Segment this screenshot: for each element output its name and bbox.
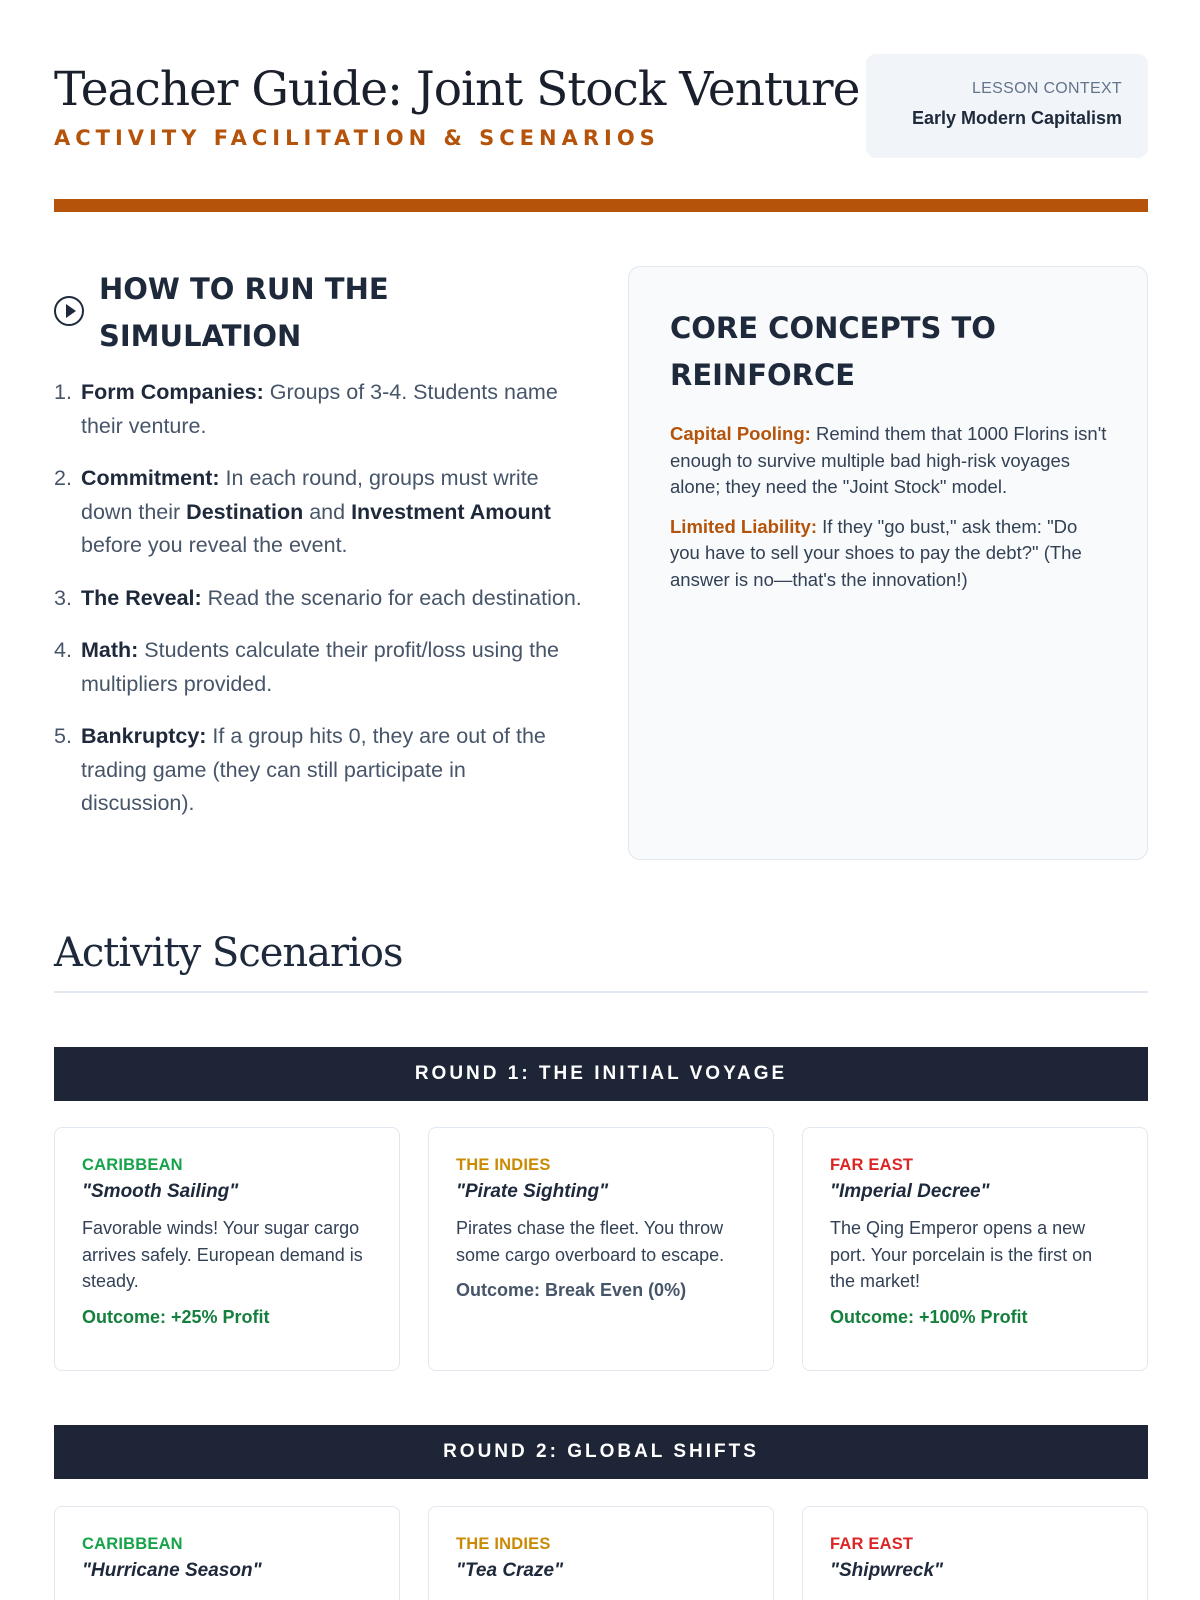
card-destination: THE INDIES [456, 1156, 551, 1174]
step-number: 3. [54, 585, 72, 610]
step-emphasis: Destination [186, 499, 304, 524]
step-term: Form Companies: [81, 380, 264, 404]
step-text: If a group hits 0, they are out of the trading game (they can still participate in discussion). [81, 724, 546, 815]
card-destination: FAR EAST [830, 1156, 914, 1174]
simulation-steps-list [54, 376, 584, 840]
step-number: 1. [54, 380, 72, 404]
core-concept-item [670, 421, 1109, 501]
card-event-name: "Hurricane Season" [82, 1560, 262, 1581]
core-concepts-box [628, 266, 1148, 860]
concept-text: If they "go bust," ask them: "Do you have to sell your shoes to pay the debt?" (The answer is no—that's the innovation!) [670, 515, 1082, 590]
concept-term: Capital Pooling: [670, 423, 811, 444]
lesson-context-value: Early Modern Capitalism [911, 108, 1122, 128]
step-number: 5. [54, 724, 72, 748]
card-description: Pirates chase the fleet. You throw some cargo overboard to escape. [456, 1218, 725, 1265]
teacher-guide-page [54, 0, 1148, 1600]
lesson-context-box [866, 54, 1148, 158]
card-event-name: "Pirate Sighting" [456, 1181, 609, 1202]
header-accent-rule [54, 199, 1148, 212]
card-event-name: "Tea Craze" [456, 1560, 564, 1581]
play-circle-icon [54, 296, 84, 326]
concept-term: Limited Liability: [670, 515, 817, 537]
page-header [54, 54, 1148, 158]
card-description: Favorable winds! Your sugar cargo arrives safely. European demand is steady. [82, 1218, 363, 1291]
card-destination: CARIBBEAN [82, 1156, 183, 1174]
page-title: Teacher Guide: Joint Stock Venture [54, 62, 860, 117]
scenario-card-indies [428, 1506, 774, 1600]
card-event-name: "Imperial Decree" [830, 1181, 990, 1202]
list-item [54, 634, 584, 701]
step-number: 4. [54, 638, 72, 662]
step-term: Bankruptcy: [81, 724, 207, 748]
round-1-header: ROUND 1: THE INITIAL VOYAGE [54, 1047, 1148, 1101]
card-destination: THE INDIES [456, 1535, 551, 1553]
card-event-name: "Smooth Sailing" [82, 1181, 239, 1202]
section-divider [54, 991, 1148, 993]
concept-text: Remind them that 1000 Florins isn't enough to survive multiple bad high-risk voyages alone; they need the "Joint Stock" model. [670, 423, 1107, 497]
card-description: The Qing Emperor opens a new port. Your porcelain is the first on the market! [830, 1218, 1093, 1291]
scenario-card-far-east [802, 1506, 1148, 1600]
list-item [54, 582, 584, 616]
step-text: Groups of 3-4. Students name their venture. [81, 380, 558, 438]
card-outcome: Outcome: Break Even (0%) [456, 1280, 687, 1300]
scenario-card-caribbean [54, 1127, 400, 1371]
lesson-context-label: LESSON CONTEXT [971, 80, 1122, 97]
activity-scenarios-title: Activity Scenarios [54, 930, 403, 976]
step-text: Students calculate their profit/loss using the multipliers provided. [81, 638, 560, 696]
how-to-run-title: HOW TO RUN THE SIMULATION [99, 272, 389, 353]
core-concepts-title: CORE CONCEPTS TO REINFORCE [670, 311, 996, 392]
step-emphasis: Investment Amount [351, 499, 551, 524]
scenario-card-indies [428, 1127, 774, 1371]
step-term: The Reveal: [81, 585, 202, 610]
round-2-header: ROUND 2: GLOBAL SHIFTS [54, 1425, 1148, 1479]
core-concept-item [670, 514, 1109, 594]
card-destination: CARIBBEAN [82, 1535, 183, 1553]
card-outcome: Outcome: +25% Profit [82, 1306, 270, 1327]
list-item [54, 462, 584, 563]
scenario-card-caribbean [54, 1506, 400, 1600]
list-item [54, 376, 584, 443]
step-term: Math: [81, 638, 139, 662]
step-text: In each round, groups must write down their [81, 466, 539, 524]
list-item [54, 720, 584, 821]
step-text: before you reveal the event. [81, 533, 348, 557]
card-outcome: Outcome: +100% Profit [830, 1306, 1028, 1327]
step-number: 2. [54, 466, 72, 490]
scenario-card-far-east [802, 1127, 1148, 1371]
step-text: Read the scenario for each destination. [201, 585, 582, 610]
step-term: Commitment: [81, 466, 220, 490]
page-subtitle: ACTIVITY FACILITATION & SCENARIOS [54, 126, 660, 150]
card-event-name: "Shipwreck" [830, 1560, 944, 1581]
step-text: and [303, 499, 352, 524]
card-destination: FAR EAST [830, 1535, 914, 1553]
